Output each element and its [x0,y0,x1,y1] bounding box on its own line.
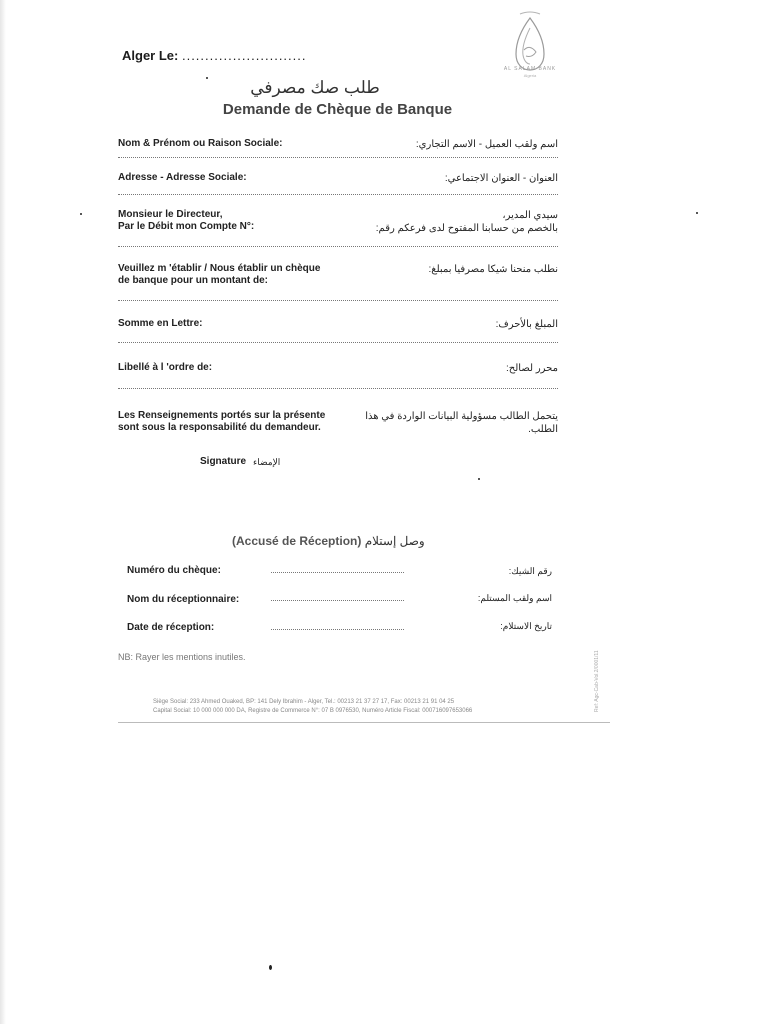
bank-logo-tagline: Algeria [523,73,537,78]
signature-label-fr: Signature [200,456,247,467]
title-arabic: طلب صك مصرفي [250,78,380,97]
field-sum-words-input-line[interactable] [118,342,558,343]
field-sum-words-label-fr: Somme en Lettre: [118,318,203,329]
scan-speck [478,478,480,480]
scan-speck [80,213,82,215]
date-place-line [122,48,307,63]
disclaimer-ar-1: يتحمل الطالب مسؤولية البيانات الواردة في هذا [365,411,558,422]
city-label: Alger Le: [122,48,179,63]
field-address-input-line[interactable] [118,194,558,195]
receiver-name-label-ar: اسم ولقب المستلم: [477,593,552,603]
field-payee-label-ar: محرر لصالح: [506,363,558,374]
disclaimer-fr-2: sont sous la responsabilité du demandeur. [118,422,321,433]
field-sum-words-label-ar: المبلغ بالأحرف: [495,319,558,330]
footer-rule [118,722,610,723]
disclaimer-fr-1: Les Renseignements portés sur la présente [118,410,326,421]
footer-line-2: Capital Social: 10 000 000 000 DA, Registre de Commerce N°: 07 B 0976530, Numéro Article Fiscal: 000716097653066 [153,708,473,714]
field-amount-label-fr-2: de banque pour un montant de: [118,275,268,286]
scan-edge-shadow [0,0,6,1024]
scan-speck [206,77,208,79]
footer-text [153,698,543,716]
note-text: NB: Rayer les mentions inutiles. [118,652,246,662]
field-account-label-ar-1: سيدي المدير، [502,210,558,221]
field-amount-label-fr-1: Veuillez m 'établir / Nous établir un chèque [118,263,321,274]
receipt-date-input-line[interactable] [271,629,404,630]
scan-speck [696,212,698,214]
field-account-label-fr-1: Monsieur le Directeur, [118,209,223,220]
footer-line-1: Siège Social: 233 Ahmed Ouaked, BP: 141 Dely Ibrahim - Alger, Tel.: 00213 21 37 27 17, Fax: 00213 21 91 04 25 [153,699,455,705]
receiver-name-label-fr: Nom du réceptionnaire: [127,594,240,605]
signature-label-ar: الإمضاء [253,457,281,467]
receipt-date-label-fr: Date de réception: [127,622,215,633]
field-name-input-line[interactable] [118,157,558,158]
field-payee-label-fr: Libellé à l 'ordre de: [118,362,213,373]
bank-logo-text: AL SALAM BANK [503,66,557,72]
field-account-label-fr-2: Par le Débit mon Compte N°: [118,221,255,232]
field-amount-label-ar: نطلب منحنا شيكا مصرفيا بمبلغ: [428,264,558,275]
receipt-date-label-ar: تاريخ الاستلام: [500,621,552,631]
receipt-title-ar: وصل إستلام [364,534,425,548]
field-amount-input-line[interactable] [118,300,558,301]
receipt-title [232,534,452,548]
field-name-label-ar: اسم ولقب العميل - الاسم التجاري: [415,139,558,150]
cheque-number-label-fr: Numéro du chèque: [127,565,221,576]
field-account-input-line[interactable] [118,246,558,247]
cheque-number-input-line[interactable] [271,572,404,573]
field-address-label-fr: Adresse - Adresse Sociale: [118,172,247,183]
field-account-label-ar-2: بالخصم من حسابنا المفتوح لدى فرعكم رقم: [375,223,558,234]
receipt-title-fr: (Accusé de Réception) [232,534,362,548]
field-name-label-fr: Nom & Prénom ou Raison Sociale: [118,138,283,149]
receiver-name-input-line[interactable] [271,600,404,601]
field-address-label-ar: العنوان - العنوان الاجتماعي: [444,173,558,184]
title-french: Demande de Chèque de Banque [222,101,453,118]
reference-code-vertical: Ref: Agc-Cab-Vol.2/0001/11 [594,650,600,712]
date-dots: ........................... [181,48,307,63]
disclaimer-ar-2: الطلب. [528,424,558,435]
cheque-number-label-ar: رقم الشيك: [508,566,552,576]
field-payee-input-line[interactable] [118,388,558,389]
scan-speck [269,965,272,970]
